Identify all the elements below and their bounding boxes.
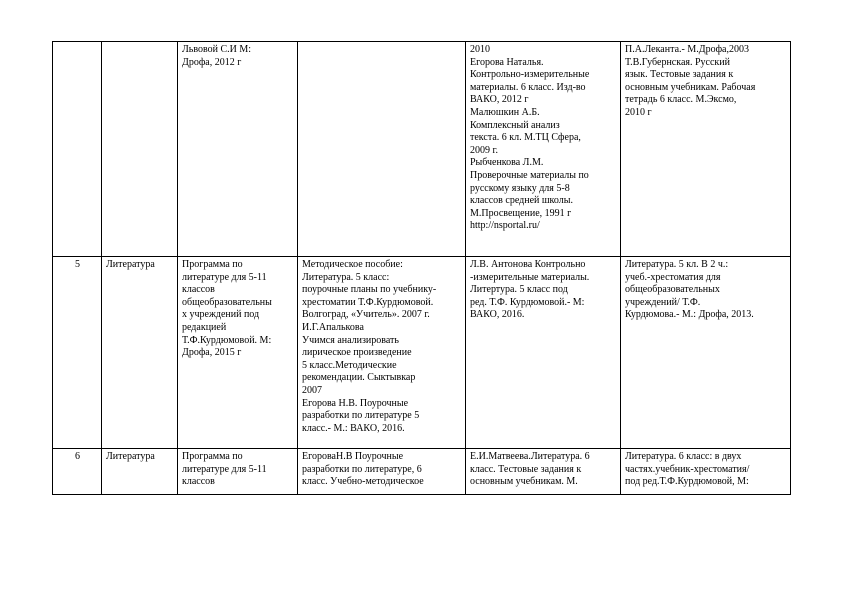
- textbook-cell: [621, 449, 791, 495]
- cell-text-line: классов: [182, 284, 215, 296]
- cell-text-line: редакцией: [182, 321, 227, 333]
- program-cell: [178, 449, 298, 495]
- cell-text-line: П.А.Леканта.- М.Дрофа,2003: [625, 44, 749, 55]
- cell-text-line: Е.И.Матвеева.Литература. 6: [470, 451, 590, 462]
- cell-text-line: разработки по литературе, 6: [302, 463, 422, 475]
- cell-text-line: Т.В.Губернская. Русский: [625, 56, 730, 68]
- cell-text-line: Егорова Наталья.: [470, 56, 544, 68]
- table-row: [53, 42, 791, 257]
- cell-text-line: лирическое произведение: [302, 347, 412, 359]
- cell-text-line: под ред.Т.Ф.Курдюмовой, М:: [625, 476, 749, 488]
- row-number-cell: [53, 42, 102, 257]
- cell-text-line: 2007: [302, 384, 322, 396]
- cell-text-line: учеб.-хрестоматия для: [625, 271, 721, 283]
- cell-text-line: ЕгороваН.В Поурочные: [302, 451, 404, 462]
- cell-text-line: Программа по: [182, 259, 243, 270]
- cell-text-line: ред. Т.Ф. Курдюмовой.- М:: [470, 296, 585, 308]
- cell-text-line: рекомендации. Сыктывкар: [302, 372, 416, 384]
- cell-text-line: Дрофа, 2015 г: [182, 347, 242, 359]
- program-cell: [178, 257, 298, 449]
- row-number-cell: 5: [53, 257, 102, 449]
- cell-text-line: Курдюмова.- М.: Дрофа, 2013.: [625, 309, 754, 321]
- cell-text-line: литературе для 5-11: [182, 463, 267, 475]
- cell-text-line: Дрофа, 2012 г: [182, 56, 242, 68]
- cell-text-line: текста. 6 кл. М.ТЦ Сфера,: [470, 132, 581, 144]
- cell-text-line: частях.учебник-хрестоматия/: [625, 463, 750, 475]
- cell-text-line: 2010 г: [625, 106, 652, 118]
- cell-text-line: классов: [182, 476, 215, 488]
- cell-text-line: основным учебникам. Рабочая: [625, 81, 756, 93]
- cell-text-line: х учреждений под: [182, 309, 260, 321]
- cell-text-line: класс. Учебно-методическое: [302, 476, 424, 488]
- cell-text-line: учреждений/ Т.Ф.: [625, 296, 701, 308]
- subject-cell: Литература: [102, 257, 178, 449]
- table-row: [53, 449, 791, 495]
- cell-text-line: ВАКО, 2016.: [470, 309, 525, 321]
- methodical-cell: [298, 42, 466, 257]
- cell-text-line: общеобразовательных: [625, 284, 720, 296]
- subject-cell: [102, 42, 178, 257]
- cell-text-line: основным учебникам. М.: [470, 476, 578, 488]
- subject-cell: Литература: [102, 449, 178, 495]
- cell-text-line: Комплексный анализ: [470, 119, 560, 131]
- cell-text-line: Т.Ф.Курдюмовой. М:: [182, 334, 272, 346]
- cell-text-line: хрестоматии Т.Ф.Курдюмовой.: [302, 296, 434, 308]
- control-materials-cell: [466, 257, 621, 449]
- cell-text-line: Контрольно-измерительные: [470, 69, 590, 81]
- cell-text-line: Методическое пособие:: [302, 259, 403, 270]
- cell-text-line: И.Г.Апалькова: [302, 321, 364, 333]
- cell-text-line: Рыбченкова Л.М.: [470, 157, 544, 169]
- cell-text-line: Проверочные материалы по: [470, 169, 589, 181]
- cell-text-line: -измерительные материалы.: [470, 271, 590, 283]
- cell-text-line: разработки по литературе 5: [302, 410, 420, 422]
- methodical-cell: [298, 449, 466, 495]
- cell-text-line: 2009 г.: [470, 144, 498, 156]
- curriculum-table: [52, 41, 791, 495]
- control-materials-cell: [466, 449, 621, 495]
- cell-text-line: общеобразовательны: [182, 296, 272, 308]
- cell-text-line: Волгоград, «Учитель». 2007 г.: [302, 309, 430, 321]
- cell-text-line: Программа по: [182, 451, 243, 462]
- cell-text-line: классов средней школы.: [470, 195, 573, 207]
- cell-text-line: Львовой С.И М:: [182, 44, 252, 55]
- cell-text-line: Учимся анализировать: [302, 334, 399, 346]
- table-row: [53, 257, 791, 449]
- cell-text-line: класс. Тестовые задания к: [470, 463, 582, 475]
- cell-text-line: материалы. 6 класс. Изд-во: [470, 81, 586, 93]
- cell-text-line: http://nsportal.ru/: [470, 220, 540, 232]
- program-cell: [178, 42, 298, 257]
- cell-text-line: класс.- М.: ВАКО, 2016.: [302, 422, 405, 434]
- textbook-cell: [621, 257, 791, 449]
- cell-text-line: Малюшкин А.Б.: [470, 106, 540, 118]
- cell-text-line: Литература. 5 класс:: [302, 271, 390, 283]
- cell-text-line: 2010: [470, 44, 490, 55]
- cell-text-line: тетрадь 6 класс. М.Эксмо,: [625, 94, 737, 106]
- cell-text-line: язык. Тестовые задания к: [625, 69, 734, 81]
- cell-text-line: Литертура. 5 класс под: [470, 284, 568, 296]
- cell-text-line: русскому языку для 5-8: [470, 182, 570, 194]
- cell-text-line: Л.В. Антонова Контрольно: [470, 259, 586, 270]
- cell-text-line: 5 класс.Методические: [302, 359, 397, 371]
- methodical-cell: [298, 257, 466, 449]
- textbook-cell: [621, 42, 791, 257]
- row-number-cell: 6: [53, 449, 102, 495]
- cell-text-line: Егорова Н.В. Поурочные: [302, 397, 409, 409]
- cell-text-line: М.Просвещение, 1991 г: [470, 207, 572, 219]
- cell-text-line: поурочные планы по учебнику-: [302, 284, 437, 296]
- cell-text-line: Литература. 5 кл. В 2 ч.:: [625, 259, 729, 270]
- cell-text-line: литературе для 5-11: [182, 271, 267, 283]
- cell-text-line: Литература. 6 класс: в двух: [625, 451, 742, 462]
- control-materials-cell: [466, 42, 621, 257]
- cell-text-line: ВАКО, 2012 г: [470, 94, 529, 106]
